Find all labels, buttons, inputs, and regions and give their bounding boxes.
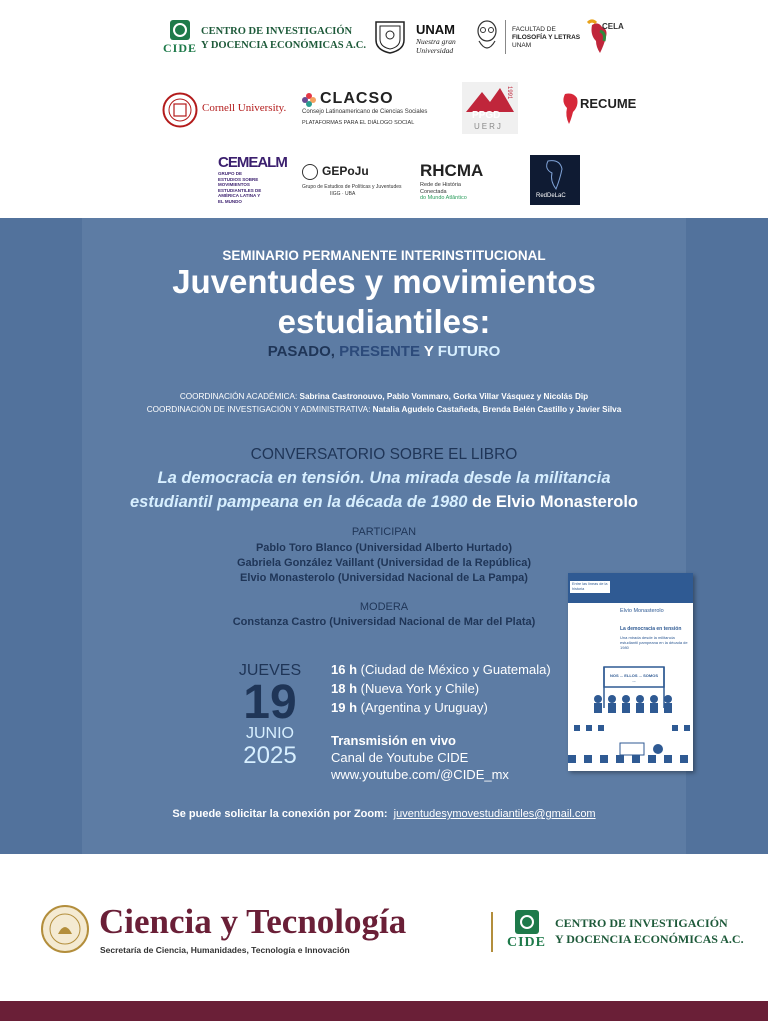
ciencia-tecnologia-title: Ciencia y Tecnología — [99, 902, 407, 941]
date-year: 2025 — [243, 742, 297, 769]
clacso-sub1: Consejo Latinoamericano de Ciencias Sociales — [302, 109, 428, 115]
date-weekday: JUEVES — [238, 662, 302, 679]
book-author: Elvio Monasterolo — [620, 608, 664, 614]
ffyl-logo: FACULTAD DE FILOSOFÍA Y LETRAS UNAM — [512, 26, 581, 49]
participant: Pablo Toro Blanco (Universidad Alberto Hurtado) — [255, 542, 513, 554]
participant: Elvio Monasterolo (Universidad Nacional de La Pampa) — [240, 572, 528, 584]
cide-logo — [163, 20, 197, 54]
zoom-email-link[interactable]: juventudesymovestudiantiles@gmail.com — [393, 808, 596, 820]
divider — [505, 20, 506, 54]
clacso-logo: CLACSO — [320, 90, 394, 107]
rhcma-logo: RHCMA — [420, 161, 484, 180]
event-heading: CONVERSATORIO SOBRE EL LIBRO — [250, 446, 518, 463]
cela-logo: CELA — [584, 17, 628, 57]
participants-list — [214, 541, 554, 586]
moderator-name: Constanza Castro (Universidad Nacional de Mar del Plata) — [232, 616, 536, 628]
participants-label: PARTICIPAN — [351, 526, 417, 538]
ppgd-logo: PPGD UERJ 1991 — [462, 82, 518, 134]
clacso-flower-icon — [302, 93, 316, 107]
clacso-sub2: PLATAFORMAS PARA EL DIÁLOGO SOCIAL — [302, 120, 415, 126]
footer-divider — [491, 912, 493, 952]
book-title-line1: La democracia en tensión. Una mirada desde la militancia — [157, 469, 611, 487]
date-month: JUNIO — [246, 725, 294, 742]
partner-logos-area — [0, 0, 768, 218]
book-subtitle: Una mirada desde la militancia estudiantil pampeana en la década de 1980 — [620, 635, 688, 650]
academic-coordination: COORDINACIÓN ACADÉMICA: Sabrina Castronouvo, Pablo Vommaro, Gorka Villar Vásquez y Nicolás Dip — [179, 392, 589, 401]
stream-label: Transmisión en vivo — [331, 733, 456, 748]
cide-name: CENTRO DE INVESTIGACIÓN Y DOCENCIA ECONÓMICAS A.C. — [201, 26, 367, 51]
seminar-kicker: SEMINARIO PERMANENTE INTERINSTITUCIONAL — [222, 248, 546, 263]
stream-channel: Canal de Youtube CIDE — [331, 750, 469, 765]
schedule-row: 19 h (Argentina y Uruguay) — [331, 700, 488, 715]
book-title-line2: estudiantil pampeana en la década de 1980 de Elvio Monasterolo — [130, 493, 638, 511]
gepoju-sub2: IIGG · UBA — [330, 191, 356, 197]
seminar-title-line2: estudiantiles: — [277, 303, 491, 340]
footer-cide-name: CENTRO DE INVESTIGACIÓN Y DOCENCIA ECONÓMICAS A.C. — [555, 916, 744, 946]
book-banner-text: NOS ... ELLOS ... SOMOS ... — [609, 673, 658, 683]
book-series: Entre las líneas de la historia — [572, 582, 608, 591]
book-cover — [568, 573, 693, 771]
recume-logo: RECUME — [580, 96, 637, 111]
cemealm-logo: CEMEALM GRUPO DE ESTUDIOS SOBRE MOVIMIENTOS ESTUDIANTILES DE AMÉRICA LATINA Y EL MUNDO — [218, 154, 287, 204]
schedule — [331, 660, 551, 717]
stream-url[interactable]: www.youtube.com/@CIDE_mx — [331, 767, 509, 782]
zoom-request: Se puede solicitar la conexión por Zoom: juventudesymovestudiantiles@gmail.com — [172, 808, 596, 820]
date-day: 19 — [243, 676, 297, 729]
footer-bar — [0, 1001, 768, 1021]
gepoju-sub1: Grupo de Estudios de Políticas y Juventudes — [302, 184, 402, 190]
unam-shield-icon — [374, 20, 406, 54]
book-cover-illustration — [568, 573, 693, 771]
recume-map-icon — [561, 92, 581, 126]
book-title: La democracia en tensión — [620, 626, 682, 632]
rhcma-sub: Rede de História Conectada do Mundo Atlântico — [420, 182, 467, 201]
cornell-name: Cornell University. — [202, 102, 287, 114]
footer-cide-logo: CIDE — [507, 910, 546, 950]
schedule-row: 18 h (Nueva York y Chile) — [331, 681, 480, 696]
participant: Gabriela González Vaillant (Universidad de la República) — [236, 557, 532, 569]
schedule-row: 16 h (Ciudad de México y Guatemala) — [331, 662, 551, 677]
redelac-logo: RedDeLaC — [530, 155, 580, 205]
seminar-subtitle: PASADO, PRESENTE Y FUTURO — [267, 343, 501, 360]
cide-abbr: CIDE — [163, 41, 198, 55]
gepoju-globe-icon — [302, 164, 318, 180]
redelac-map-icon — [530, 155, 580, 193]
unam-logo: UNAM Nuestra gran Universidad — [416, 22, 456, 55]
cide-emblem-icon — [170, 20, 190, 40]
moderator-label: MODERA — [359, 601, 409, 613]
research-coordination: COORDINACIÓN DE INVESTIGACIÓN Y ADMINISTRATIVA: Natalia Agudelo Castañeda, Brenda Belén Castillo y Javier Silva — [146, 405, 622, 414]
ffyl-owl-icon — [474, 19, 500, 55]
seminar-title-line1: Juventudes y movimientos — [172, 263, 596, 300]
ciencia-subtitle: Secretaría de Ciencia, Humanidades, Tecnología e Innovación — [100, 945, 350, 955]
cornell-seal-icon — [162, 92, 198, 128]
gepoju-logo: GEPoJu — [322, 164, 369, 178]
mexico-coat-of-arms-icon — [40, 904, 90, 954]
cide-emblem-icon — [515, 910, 539, 934]
